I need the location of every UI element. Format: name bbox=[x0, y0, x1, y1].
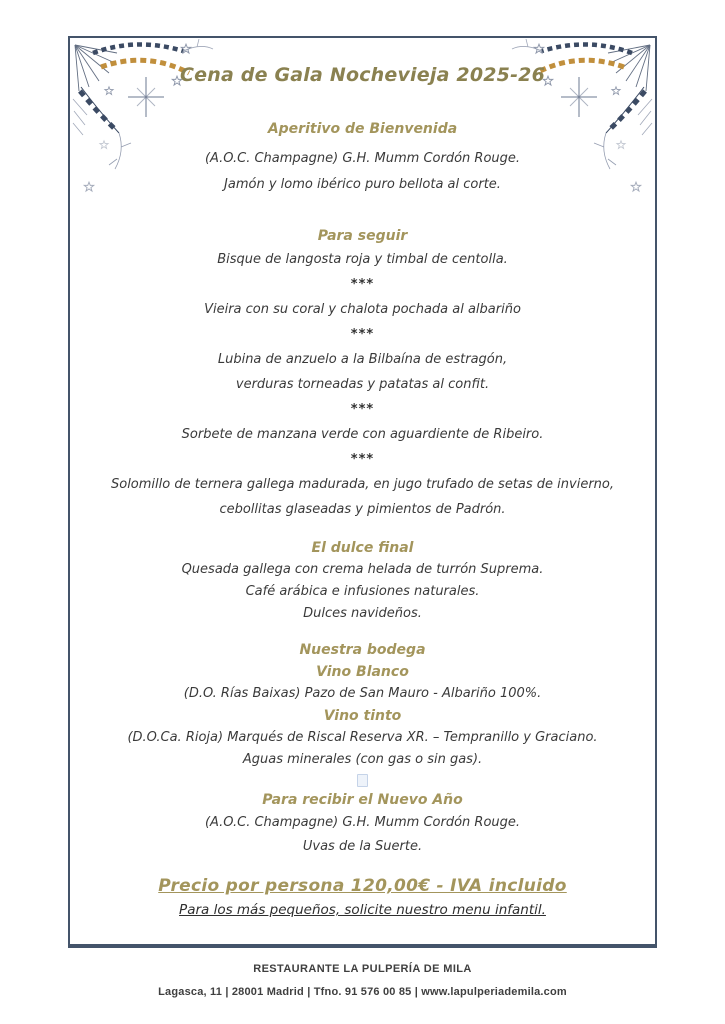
section-heading: El dulce final bbox=[311, 540, 414, 556]
menu-line: Solomillo de ternera gallega madurada, en jugo trufado de setas de invierno, bbox=[110, 477, 614, 492]
section-dulce-final bbox=[70, 537, 655, 625]
tiny-image-placeholder-icon bbox=[357, 774, 368, 787]
menu-line: Quesada gallega con crema helada de turrón Suprema. bbox=[181, 562, 544, 577]
menu-card bbox=[68, 36, 657, 948]
menu-line: Sorbete de manzana verde con aguardiente de Ribeiro. bbox=[181, 427, 544, 442]
price-line: Precio por persona 120,00€ - IVA incluido bbox=[158, 876, 567, 896]
menu-line: Uvas de la Suerte. bbox=[302, 839, 423, 854]
menu-line: (A.O.C. Champagne) G.H. Mumm Cordón Rouge. bbox=[204, 815, 521, 830]
wine-subheading: Vino tinto bbox=[323, 708, 402, 724]
menu-line: verduras torneadas y patatas al confit. bbox=[235, 377, 490, 392]
section-heading: Para seguir bbox=[317, 228, 408, 244]
course-separator: *** bbox=[350, 452, 375, 467]
menu-line: Bisque de langosta roja y timbal de centolla. bbox=[217, 252, 508, 267]
course-separator: *** bbox=[350, 277, 375, 292]
section-heading: Aperitivo de Bienvenida bbox=[267, 121, 458, 137]
menu-line: Jamón y lomo ibérico puro bellota al corte. bbox=[224, 177, 501, 192]
restaurant-name: RESTAURANTE LA PULPERÍA DE MILA bbox=[253, 963, 472, 975]
menu-title: Cena de Gala Nochevieja 2025-26 bbox=[179, 64, 546, 86]
menu-line: Café arábica e infusiones naturales. bbox=[245, 584, 480, 599]
section-nuevo-ano bbox=[70, 789, 655, 859]
page-footer bbox=[0, 962, 725, 1000]
section-bodega bbox=[70, 639, 655, 771]
wine-subheading: Vino Blanco bbox=[316, 664, 409, 680]
menu-line: Dulces navideños. bbox=[303, 606, 422, 621]
kids-menu-note: Para los más pequeños, solicite nuestro menu infantil. bbox=[179, 902, 546, 918]
course-separator: *** bbox=[350, 402, 375, 417]
menu-line: Lubina de anzuelo a la Bilbaína de estragón, bbox=[217, 352, 508, 367]
section-para-seguir bbox=[70, 225, 655, 522]
decorative-row bbox=[70, 771, 655, 789]
section-aperitivo bbox=[70, 118, 655, 198]
menu-line: (A.O.C. Champagne) G.H. Mumm Cordón Rouge. bbox=[204, 151, 521, 166]
course-separator: *** bbox=[350, 327, 375, 342]
menu-line: (D.O.Ca. Rioja) Marqués de Riscal Reserva XR. – Tempranillo y Graciano. bbox=[127, 730, 598, 745]
menu-line: (D.O. Rías Baixas) Pazo de San Mauro - Albariño 100%. bbox=[183, 686, 542, 701]
menu-line: Aguas minerales (con gas o sin gas). bbox=[242, 752, 483, 767]
menu-line: Vieira con su coral y chalota pochada al albariño bbox=[204, 302, 521, 317]
section-heading: Para recibir el Nuevo Año bbox=[262, 792, 463, 808]
restaurant-contact: Lagasca, 11 | 28001 Madrid | Tfno. 91 576 00 85 | www.lapulperiademila.com bbox=[158, 986, 567, 998]
menu-line: cebollitas glaseadas y pimientos de Padrón. bbox=[219, 502, 506, 517]
section-heading: Nuestra bodega bbox=[299, 642, 426, 658]
